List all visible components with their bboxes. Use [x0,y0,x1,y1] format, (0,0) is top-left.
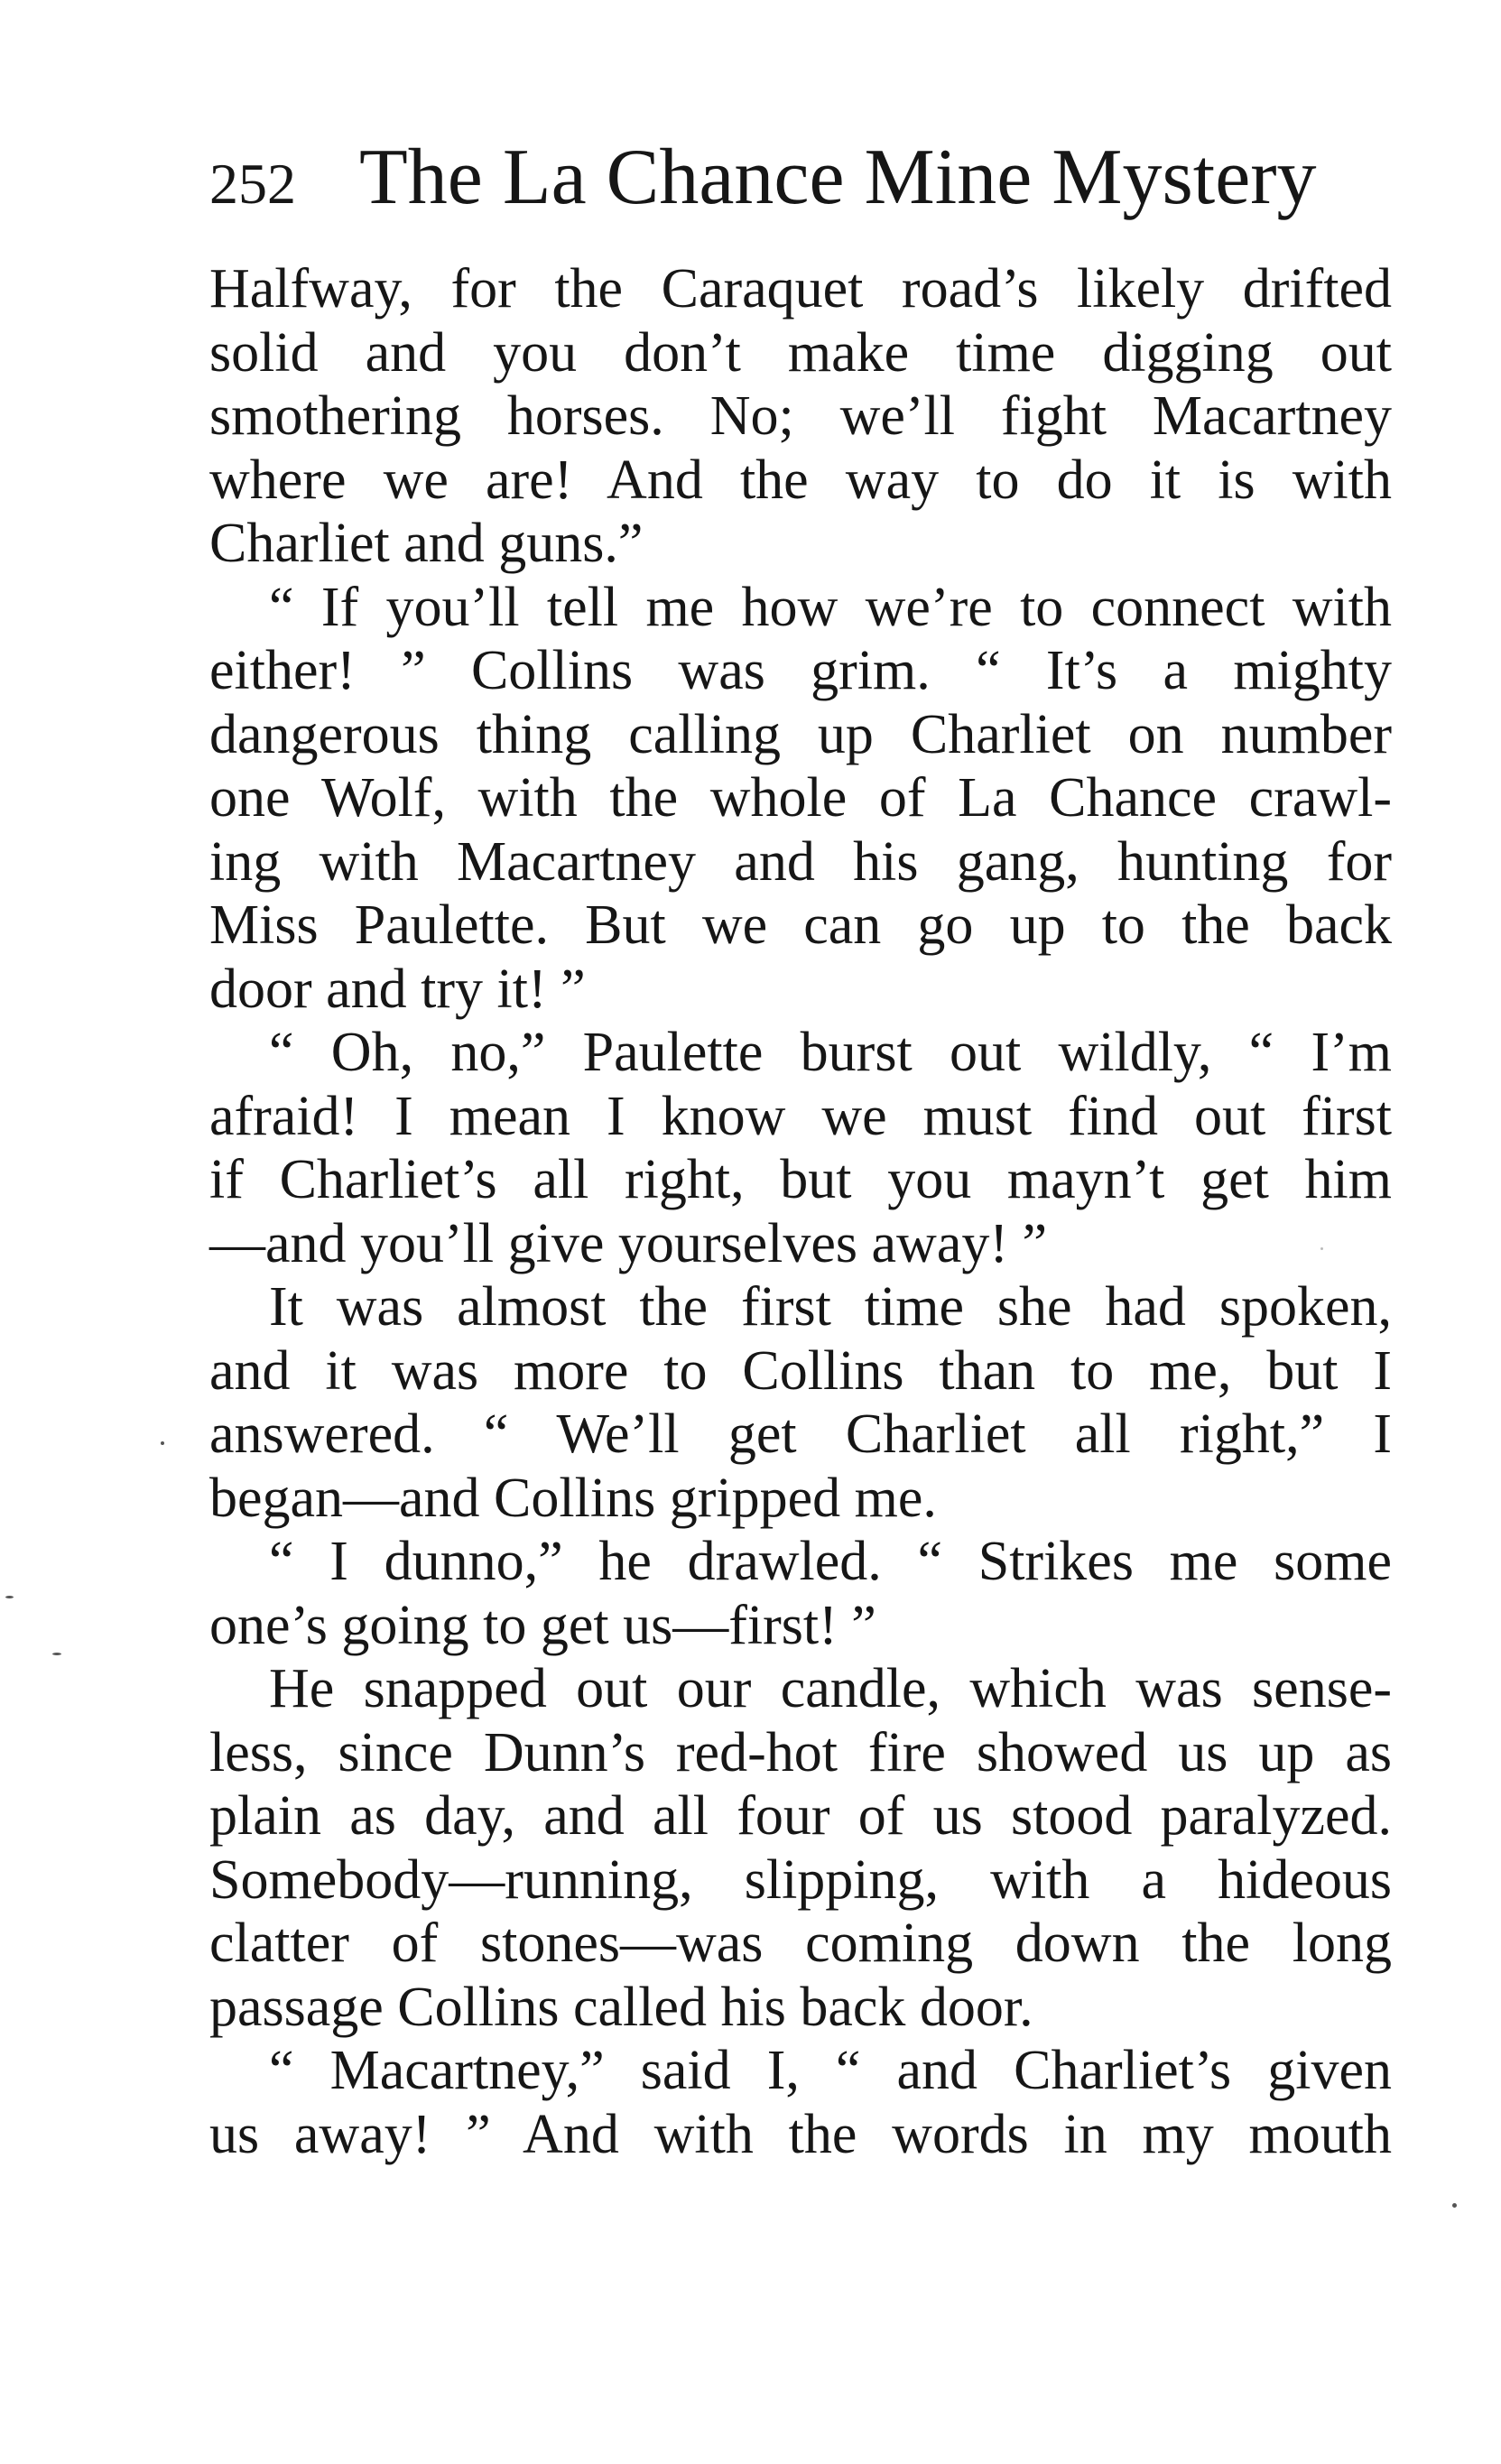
text-line: one’s going to get us—first! ” [209,1594,876,1656]
text-line: where we are! And the way to do it is with [209,449,1392,511]
text-line: solid and you don’t make time digging out [209,321,1392,384]
text-line: one Wolf, with the whole of La Chance crawl- [209,767,1392,829]
text-line: dangerous thing calling up Charliet on number [209,703,1392,765]
text-line: and it was more to Collins than to me, but I [209,1339,1392,1402]
text-line: clatter of stones—was coming down the long [209,1913,1392,1974]
text-line: Somebody—running, slipping, with a hideous [209,1848,1392,1911]
text-line: Halfway, for the Caraquet road’s likely drifted [209,258,1392,320]
text-line: either! ” Collins was grim. “ It’s a mighty [209,640,1392,701]
paper-speck [52,1653,61,1655]
text-line: “ Oh, no,” Paulette burst out wildly, “ I’m [269,1022,1392,1083]
text-line: He snapped out our candle, which was sense- [269,1658,1392,1719]
text-line: began—and Collins gripped me. [209,1467,937,1529]
running-head [209,128,1401,227]
paper-speck [1452,2203,1457,2208]
text-line: answered. “ We’ll get Charliet all right,” I [209,1403,1392,1465]
paper-speck [1320,1247,1323,1250]
text-line: ing with Macartney and his gang, hunting for [209,830,1392,893]
text-line: afraid! I mean I know we must find out first [209,1085,1392,1147]
running-title: The La Chance Mine Mystery [359,134,1317,221]
body-text [209,257,1392,2166]
text-line: door and try it! ” [209,958,586,1020]
text-line: if Charliet’s all right, but you mayn’t get him [209,1149,1392,1210]
text-line: plain as day, and all four of us stood paralyzed. [209,1785,1392,1847]
text-line: “ If you’ll tell me how we’re to connect with [269,576,1392,638]
text-line: “ I dunno,” he drawled. “ Strikes me some [269,1531,1392,1592]
text-line: Miss Paulette. But we can go up to the back [209,894,1392,956]
text-line: Charliet and guns.” [209,513,644,574]
text-line: us away! ” And with the words in my mouth [209,2103,1392,2165]
text-line: “ Macartney,” said I, “ and Charliet’s given [269,2040,1392,2101]
text-line: passage Collins called his back door. [209,1976,1033,2038]
text-line: It was almost the first time she had spoken, [269,1276,1392,1338]
text-line: smothering horses. No; we’ll fight Macartney [209,385,1392,447]
paper-speck [5,1596,14,1598]
page-number: 252 [209,152,296,216]
text-line: —and you’ll give yourselves away! ” [209,1212,1048,1274]
text-line: less, since Dunn’s red-hot fire showed us up as [209,1721,1392,1783]
paper-speck [161,1441,164,1445]
